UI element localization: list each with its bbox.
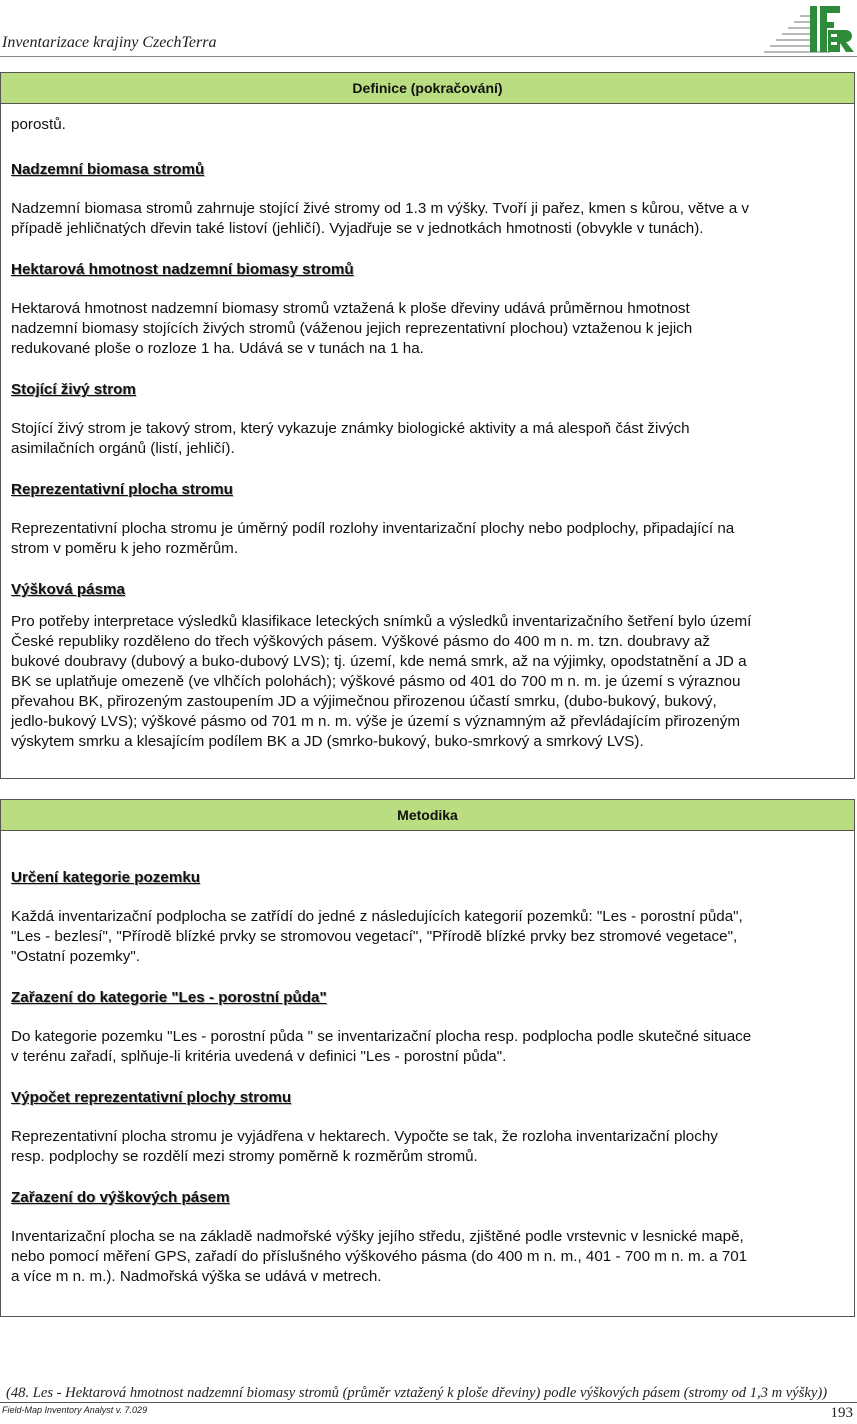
page-header <box>0 0 857 58</box>
footer-divider <box>0 1402 857 1403</box>
methodology-text <box>11 907 844 967</box>
methodology-section <box>0 799 855 1317</box>
term-heading: Nadzemní biomasa stromů <box>11 161 205 178</box>
header-divider <box>0 56 857 57</box>
figure-caption: (48. Les - Hektarová hmotnost nadzemní biomasy stromů (průměr vztažený k ploše dřeviny) podle výškových pásem (stromy od 1,3 m výšky)) <box>6 1385 828 1401</box>
text-line: výskytem smrku a klesajícím podílem BK a JD (smrko-bukový, buko-smrkový a smrkový LVS). <box>11 733 644 750</box>
document-title: Inventarizace krajiny CzechTerra <box>2 34 217 51</box>
text-line: bukové doubravy (dubový a buko-dubový LVS); tj. území, kde nemá smrk, až na výjimky, opodstatnění a JD a <box>11 653 747 670</box>
text-line: asimilačních orgánů (listí, jehličí). <box>11 440 235 457</box>
methodology-text <box>11 1227 844 1287</box>
page-number: 193 <box>830 1405 853 1421</box>
definitions-heading: Definice (pokračování) <box>1 73 854 104</box>
text-line: případě jehličnatých dřevin také listoví (jehličí). Vyjadřuje se v jednotkách hmotnosti (obvykle v tunách). <box>11 220 704 237</box>
text-line: "Ostatní pozemky". <box>11 948 140 965</box>
text-line: Inventarizační plocha se na základě nadmořské výšky jejího středu, zjištěné podle vrstevnic v lesnické mapě, <box>11 1228 744 1245</box>
text-line: strom v poměru k jeho rozměrům. <box>11 540 239 557</box>
text-line: Pro potřeby interpretace výsledků klasifikace leteckých snímků a výsledků inventarizačního šetření bylo území <box>11 613 752 630</box>
term-heading: Výšková pásma <box>11 581 125 598</box>
text-line: Reprezentativní plocha stromu je vyjádřena v hektarech. Vypočte se tak, že rozloha inventarizační plochy <box>11 1128 718 1145</box>
text-line: Reprezentativní plocha stromu je úměrný podíl rozlohy inventarizační plochy nebo podplochy, připadající na <box>11 520 735 537</box>
text-line: Nadzemní biomasa stromů zahrnuje stojící živé stromy od 1.3 m výšky. Tvoří ji pařez, kmen s kůrou, větve a v <box>11 200 749 217</box>
text-line: Stojící živý strom je takový strom, který vykazuje známky biologické aktivity a má alespoň část živých <box>11 420 690 437</box>
term-heading: Výpočet reprezentativní plochy stromu <box>11 1089 292 1106</box>
text-line: Každá inventarizační podplocha se zatřídí do jedné z následujících kategorií pozemků: "Les - porostní půda", <box>11 908 743 925</box>
text-line: České republiky rozděleno do třech výškových pásem. Výškové pásmo do 400 m n. m. tzn. doubravy až <box>11 633 710 650</box>
text-line: Hektarová hmotnost nadzemní biomasy stromů vztažená k ploše dřeviny udává průměrnou hmotnost <box>11 300 690 317</box>
definition-text <box>11 419 844 459</box>
methodology-text <box>11 1127 844 1167</box>
methodology-text <box>11 1027 844 1067</box>
app-version: Field-Map Inventory Analyst v. 7.029 <box>2 1405 148 1415</box>
text-line: jedlo-bukový LVS); výškové pásmo od 701 m n. m. výše je území s významným až převládajícím přirozeným <box>11 713 740 730</box>
term-heading: Hektarová hmotnost nadzemní biomasy stromů <box>11 261 354 278</box>
text-line: nebo pomocí měření GPS, zařadí do příslušného výškového pásma (do 400 m n. m., 401 - 700 m n. m. a 701 <box>11 1248 748 1265</box>
text-line: převahou BK, přirozeným zastoupením JD a výjimečnou přirozenou účastí smrku, (dubo-bukový, bukový, <box>11 693 717 710</box>
ifer-logo-icon <box>760 2 854 54</box>
text-line: nadzemní biomasy stojících živých stromů (váženou jejich reprezentativní plochou) vztaženou k jejich <box>11 320 693 337</box>
methodology-heading: Metodika <box>1 800 854 831</box>
methodology-body <box>1 868 854 1287</box>
definition-text <box>11 299 844 359</box>
text-line: "Les - bezlesí", "Přírodě blízké prvky se stromovou vegetací", "Přírodě blízké prvky bez stromové vegetace", <box>11 928 738 945</box>
term-heading: Určení kategorie pozemku <box>11 869 201 886</box>
term-heading: Stojící živý strom <box>11 381 136 398</box>
text-line: a více m n. m.). Nadmořská výška se udává v metrech. <box>11 1268 382 1285</box>
definitions-body <box>1 115 854 752</box>
continuation-text: porostů. <box>11 116 66 133</box>
text-line: resp. podplochy se rozdělí mezi stromy poměrně k rozměrům stromů. <box>11 1148 478 1165</box>
text-line: v terénu zařadí, splňuje-li kritéria uvedená v definici "Les - porostní půda". <box>11 1048 507 1065</box>
definitions-section <box>0 72 855 779</box>
text-line: redukované ploše o rozloze 1 ha. Udává se v tunách na 1 ha. <box>11 340 424 357</box>
definition-text <box>11 519 844 559</box>
text-line: BK se uplatňuje omezeně (ve vlhčích polohách); výškové pásmo od 401 do 700 m n. m. je území s výraznou <box>11 673 741 690</box>
definition-text <box>11 612 844 752</box>
definition-text <box>11 199 844 239</box>
term-heading: Reprezentativní plocha stromu <box>11 481 233 498</box>
term-heading: Zařazení do kategorie "Les - porostní půda" <box>11 989 327 1006</box>
text-line: Do kategorie pozemku "Les - porostní půda " se inventarizační plocha resp. podplocha podle skutečné situace <box>11 1028 752 1045</box>
term-heading: Zařazení do výškových pásem <box>11 1189 230 1206</box>
